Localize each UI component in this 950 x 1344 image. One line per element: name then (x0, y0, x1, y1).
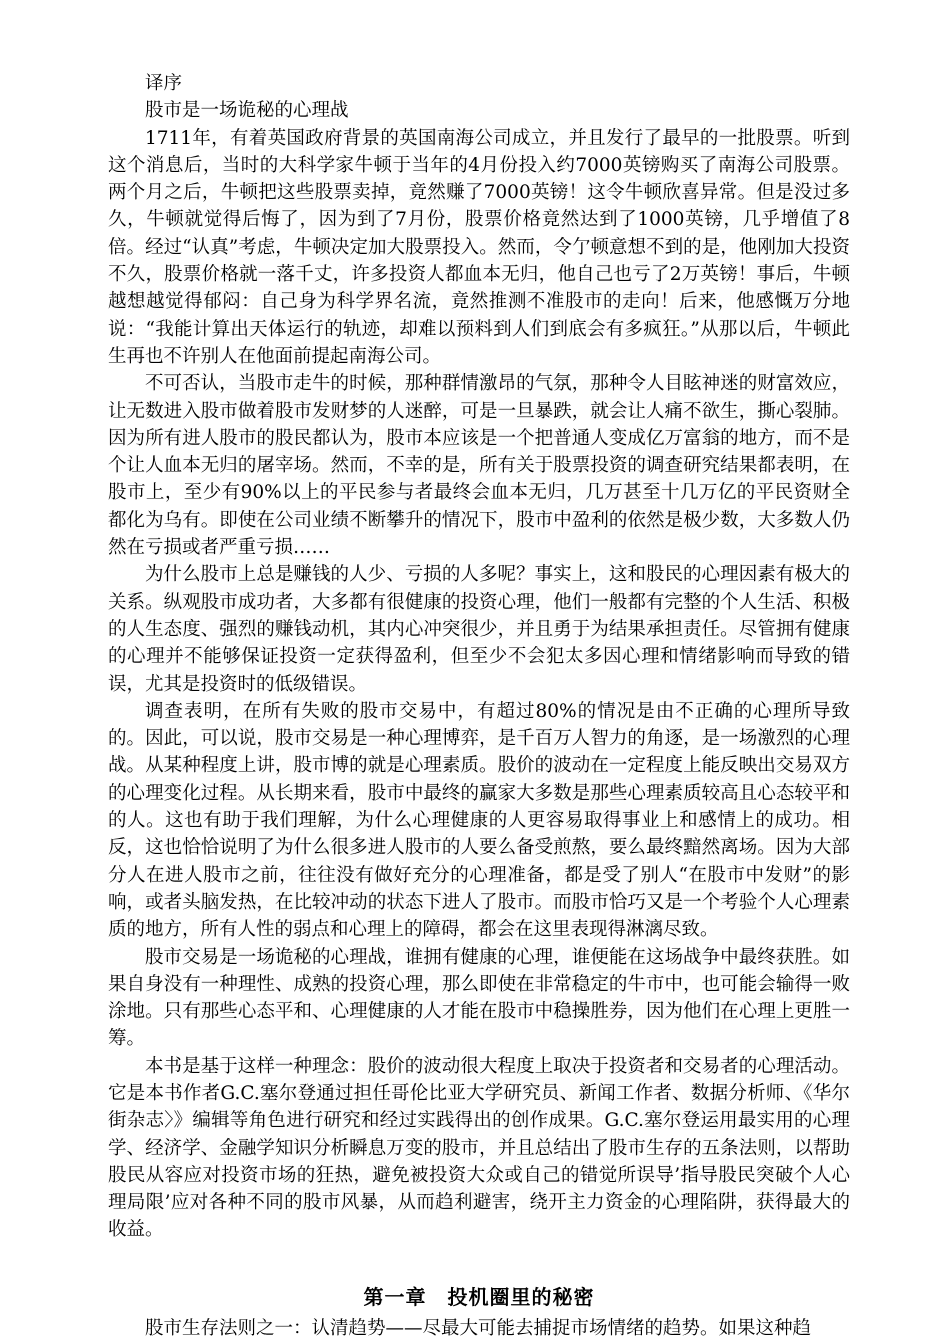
chapter-first-line: 股市生存法则之一：认清趋势——尽最大可能去捕捉市场情绪的趋势。如果这种趋 (145, 1318, 812, 1340)
paragraph-why-lose: 为什么股市上总是赚钱的人少、亏损的人多呢？事实上，这和股民的心理因素有极大的关系。纵观股市成功者，大多都有很健康的投资心理，他们一般都有完整的个人生活、积极的人生态度、强烈的赚钱动机，其内心冲突很少，并且勇于为结果承担责任。尽管拥有健康的心理并不能够保证投资一定获得盈利，但至少不会犯太多因心理和情绪影响而导致的错误，尤其是投资时的低级错误。 (108, 564, 850, 695)
paragraph-survey: 调查表明，在所有失败的股市交易中，有超过80%的情况是由不正确的心理所导致的。因此，可以说，股市交易是一种心理博弈，是千百万人智力的角逐，是一场激烈的心理战。从某种程度上讲，股市博的就是心理素质。股价的波动在一定程度上能反映出交易双方的心理变化过程。从长期来看，股市中最终的赢家大多数是那些心理素质较高且心态较平和的人。这也有助于我们理解，为什么心理健康的人更容易取得事业上和感情上的成功。相反，这也恰恰说明了为什么很多进人股市的人要么备受煎熬，要么最终黯然离场。因为大部分人在进人股市之前，往往没有做好充分的心理准备，都是受了别人“在股市中发财”的影响，或者头脑发热，在比较冲动的状态下进人了股市。而股市恰巧又是一个考验个人心理素质的地方，所有人性的弱点和心理上的障碍，都会在这里表现得淋漓尽致。 (108, 700, 850, 941)
paragraph-about-book: 本书是基于这样一种理念：股价的波动很大程度上取决于投资者和交易者的心理活动。它是本书作者G.C.塞尔登通过担任哥伦比亚大学研究员、新闻工作者、数据分析师、《华尔街杂志〉》编辑等角色进行研究和经过实践得出的创作成果。G.C.塞尔登运用最实用的心理学、经济学、金融学知识分析瞬息万变的股市，并且总结出了股市生存的五条法则，以帮助股民从容应对投资市场的狂热，避免被投资大众或自己的错觉所误导’指导股民突破个人心理局限’应对各种不同的股市风暴，从而趋利避害，绕开主力资金的心理陷阱，获得最大的收益。 (108, 1055, 850, 1241)
paragraph-newton: 1711年，有着英国政府背景的英国南海公司成立，并且发行了最早的一批股票。听到这个消息后，当时的大科学家牛顿于当年的4月份投入约7000英镑购买了南海公司股票。两个月之后，牛顿把这些股票卖掉，竟然赚了7000英镑！这令牛顿欣喜异常。但是没过多久，牛顿就觉得后悔了，因为到了7月份，股票价格竟然达到了1000英镑，几乎增值了8倍。经过“认真”考虑，牛顿决定加大股票投入。然而，令亇顿意想不到的是，他刚加大投资不久，股票价格就一落千丈，许多投资人都血本无归，他自己也亏了2万英镑！事后，牛顿越想越觉得郁闷：自己身为科学界名流，竟然推测不准股市的走向！后来，他感慨万分地说：“我能计算出天体运行的轨迹，却难以预料到人们到底会有多疯狂。”从那以后，牛顿此生再也不许别人在他面前提起南海公司。 (108, 127, 850, 367)
preface-title: 股市是一场诡秘的心理战 (145, 100, 349, 122)
document-page (108, 70, 850, 1342)
paragraph-psych-war: 股市交易是一场诡秘的心理战，谁拥有健康的心理，谁便能在这场战争中最终获胜。如果自身没有一种理性、成熟的投资心理，那么即使在非常稳定的牛市中，也可能会输得一败涂地。只有那些心态平和、心理健康的人才能在股市中稳操胜券，因为他们在心理上更胜一筹。 (108, 946, 850, 1050)
preface-label: 译序 (145, 73, 183, 94)
paragraph-bull-market: 不可否认，当股市走牛的时候，那种群情激昂的气氛，那种令人目眩神迷的财富效应，让无数进入股市做着股市发财梦的人迷醉，可是一旦暴跌，就会让人痛不欲生，撕心裂肺。因为所有进人股市的股民都认为，股市本应该是一个把普通人变成亿万富翁的地方，而不是个让人血本无归的屠宰场。然而，不幸的是，所有关于股票投资的调查研究结果都表明，在股市上，至少有90%以上的平民参与者最终会血本无归，几万甚至十几万亿的平民资财全都化为乌有。即使在公司业绩不断攀升的情况下，股市中盈利的依然是极少数，大多数人仍然在亏损或者严重亏损…… (108, 373, 850, 559)
chapter-title: 第一章 投机圈里的秘密 (363, 1284, 595, 1309)
